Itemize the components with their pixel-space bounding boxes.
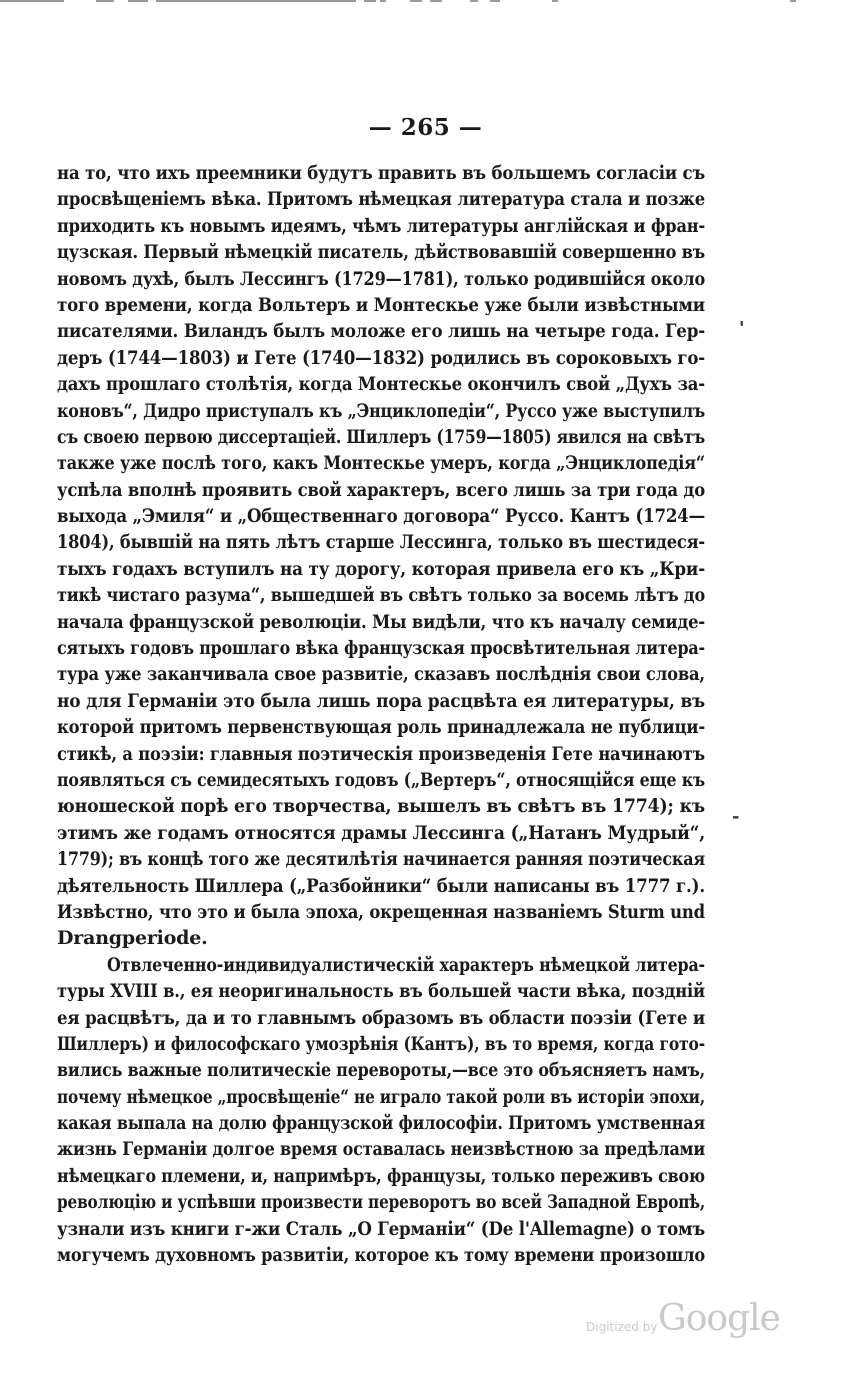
text-line: почему нѣмецкое „просвѣщеніе“ не играло такой роли въ исторіи эпохи,: [57, 1085, 705, 1108]
text-line: узнали изъ книги г-жи Сталь „О Германіи“ (De l'Allemagne) о томъ: [57, 1217, 706, 1240]
text-line: этимъ же годамъ относятся драмы Лессинга („Натанъ Мудрый“,: [57, 821, 706, 844]
text-line: стикѣ, а поэзіи: главныя поэтическія произведенія Гете начинаютъ: [57, 742, 705, 765]
text-line: 1804), бывшій на пять лѣтъ старше Лессинга, только въ шестидеся-: [57, 531, 705, 554]
text-line: Drangperiode.: [57, 927, 208, 950]
text-line: тикѣ чистаго разума“, вышедшей въ свѣтъ только за восемь лѣтъ до: [57, 584, 706, 607]
text-line: тура уже заканчивала свое развитіе, сказавъ послѣднія свои слова,: [57, 663, 705, 686]
body-text: [57, 160, 705, 1268]
watermark-prefix: Digitized by: [586, 1320, 658, 1334]
digitized-by-google-watermark: [586, 1298, 786, 1348]
margin-mark-top: ': [739, 318, 745, 339]
text-line: Отвлеченно-индивидуалистическій характеръ нѣмецкой литера-: [107, 953, 705, 976]
text-line: нѣмецкаго племени, и, напримѣръ, французы, только переживъ свою: [57, 1164, 705, 1187]
text-line: революцію и успѣвши произвести переворотъ во всей Западной Европѣ,: [57, 1191, 705, 1214]
text-line: того времени, когда Вольтеръ и Монтескье уже были извѣстными: [57, 293, 705, 316]
text-line: на то, что ихъ преемники будутъ править въ большемъ согласіи съ: [57, 162, 705, 184]
text-line: также уже послѣ того, какъ Монтескье умеръ, когда „Энциклопедія“: [57, 452, 705, 475]
text-line: цузская. Первый нѣмецкій писатель, дѣйствовавшій совершенно въ: [57, 241, 705, 264]
google-logo: Google: [658, 1298, 780, 1339]
margin-mark-middle: -: [732, 806, 740, 827]
text-line: появляться съ семидесятыхъ годовъ („Вертеръ“, относящійся еще къ: [57, 768, 705, 791]
text-line: Извѣстно, что это и была эпоха, окрещенная названіемъ Sturm und: [57, 900, 706, 923]
text-line: писателями. Виландъ былъ моложе его лишь на четыре года. Гер-: [57, 320, 705, 343]
text-line: могучемъ духовномъ развитіи, которое къ тому времени произошло: [57, 1244, 706, 1267]
text-line: которой притомъ первенствующая роль принадлежала не публици-: [57, 716, 705, 739]
text-line: ея расцвѣтъ, да и то главнымъ образомъ въ области поэзіи (Гете и: [57, 1006, 705, 1029]
text-line: вились важные политическіе перевороты,—все это объясняетъ намъ,: [57, 1059, 706, 1082]
page-number: — 265 —: [368, 114, 483, 141]
text-line: туры XVIII в., ея неоригинальность въ большей части вѣка, поздній: [57, 980, 705, 1003]
text-line: коновъ“, Дидро приступалъ къ „Энциклопедіи“, Руссо уже выступилъ: [57, 399, 705, 422]
text-line: успѣла вполнѣ проявить свой характеръ, всего лишь за три года до: [57, 478, 705, 501]
text-line: юношеской порѣ его творчества, вышелъ въ свѣтъ въ 1774); къ: [57, 795, 706, 818]
text-line: жизнь Германіи долгое время оставалась неизвѣстною за предѣлами: [57, 1138, 706, 1161]
top-scan-rule: [0, 0, 851, 3]
text-line: начала французской революціи. Мы видѣли, что къ началу семиде-: [57, 610, 706, 633]
text-line: приходить къ новымъ идеямъ, чѣмъ литературы англійская и фран-: [57, 214, 706, 237]
text-line: съ своею первою диссертаціей. Шиллеръ (1759—1805) явился на свѣтъ: [57, 425, 706, 448]
text-line: 1779); въ концѣ того же десятилѣтія начинается ранняя поэтическая: [57, 848, 705, 871]
text-line: Шиллеръ) и философскаго умозрѣнія (Кантъ), въ то время, когда гото-: [57, 1032, 705, 1055]
text-line: сятыхъ годовъ прошлаго вѣка французская просвѣтительная литера-: [57, 637, 705, 660]
text-line: дахъ прошлаго столѣтія, когда Монтескье окончилъ свой „Духъ за-: [57, 373, 705, 396]
text-line: но для Германіи это была лишь пора расцвѣта ея литературы, въ: [57, 689, 705, 712]
text-line: выхода „Эмиля“ и „Общественнаго договора“ Руссо. Кантъ (1724—: [57, 505, 706, 528]
text-line: деръ (1744—1803) и Гете (1740—1832) родились въ сороковыхъ го-: [57, 346, 706, 369]
text-line: новомъ духѣ, былъ Лессингъ (1729—1781), только родившійся около: [57, 267, 706, 290]
text-line: дѣятельность Шиллера („Разбойники“ были написаны въ 1777 г.).: [57, 874, 706, 897]
text-line: просвѣщеніемъ вѣка. Притомъ нѣмецкая литература стала и позже: [57, 188, 706, 211]
text-line: тыхъ годахъ вступилъ на ту дорогу, которая привела его къ „Кри-: [57, 557, 705, 580]
text-line: какая выпала на долю французской философіи. Притомъ умственная: [57, 1112, 705, 1135]
